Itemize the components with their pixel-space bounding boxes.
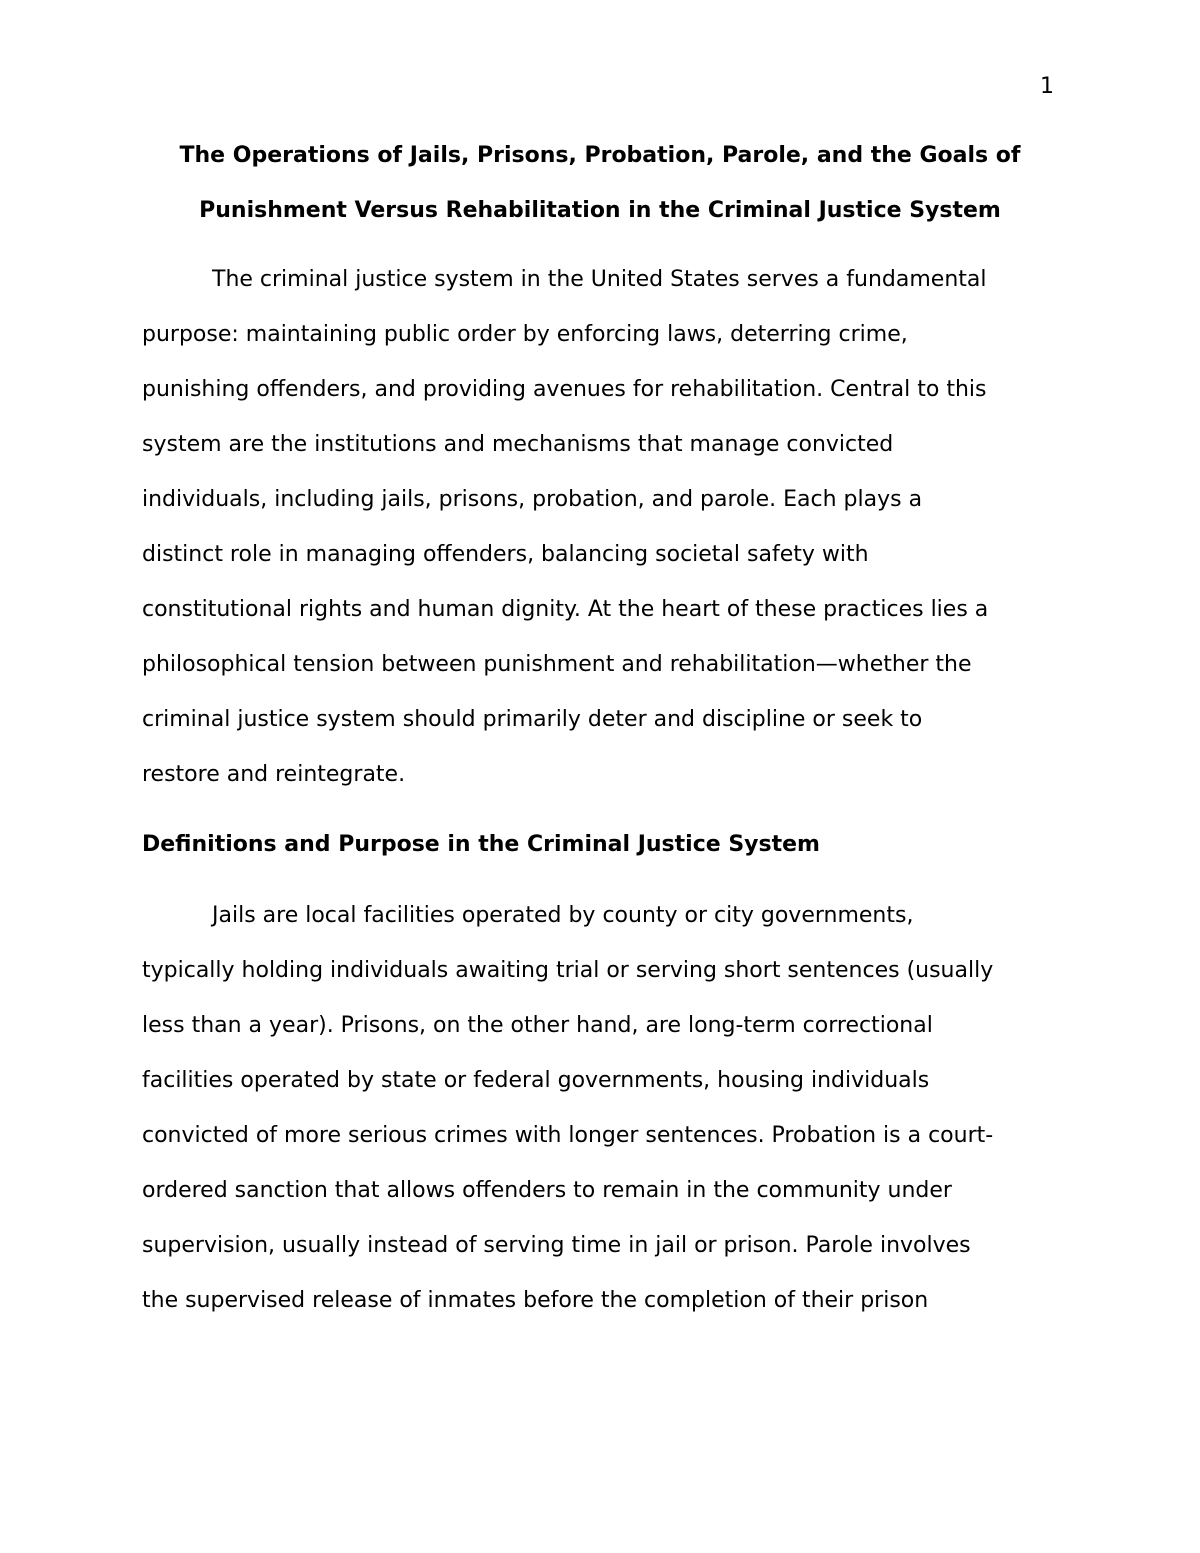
paragraph-line: restore and reintegrate.	[142, 762, 406, 787]
definitions-paragraph	[142, 888, 1072, 1328]
paragraph-line: criminal justice system should primarily deter and discipline or seek to	[142, 707, 923, 732]
paragraph-line: supervision, usually instead of serving time in jail or prison. Parole involves	[142, 1233, 971, 1258]
document-title	[140, 128, 1060, 238]
paragraph-line: philosophical tension between punishment and rehabilitation—whether the	[142, 652, 972, 677]
paragraph-line: less than a year). Prisons, on the other hand, are long-term correctional	[142, 1013, 933, 1038]
page-number: 1	[1040, 74, 1054, 99]
paragraph-line: purpose: maintaining public order by enforcing laws, deterring crime,	[142, 322, 908, 347]
paragraph-line: punishing offenders, and providing avenues for rehabilitation. Central to this	[142, 377, 987, 402]
paragraph-line: The criminal justice system in the United States serves a fundamental	[212, 267, 987, 292]
paragraph-line: system are the institutions and mechanisms that manage convicted	[142, 432, 894, 457]
paragraph-line: convicted of more serious crimes with longer sentences. Probation is a court-	[142, 1123, 994, 1148]
section-heading: Definitions and Purpose in the Criminal Justice System	[142, 832, 820, 857]
paragraph-line: distinct role in managing offenders, balancing societal safety with	[142, 542, 869, 567]
paragraph-line: Jails are local facilities operated by county or city governments,	[212, 903, 914, 928]
paragraph-line: the supervised release of inmates before the completion of their prison	[142, 1288, 929, 1313]
title-line-1: The Operations of Jails, Prisons, Probation, Parole, and the Goals of	[179, 143, 1021, 168]
paragraph-line: individuals, including jails, prisons, probation, and parole. Each plays a	[142, 487, 923, 512]
paragraph-line: typically holding individuals awaiting trial or serving short sentences (usually	[142, 958, 994, 983]
paragraph-line: ordered sanction that allows offenders to remain in the community under	[142, 1178, 952, 1203]
title-line-2: Punishment Versus Rehabilitation in the Criminal Justice System	[199, 198, 1001, 223]
paragraph-line: constitutional rights and human dignity. At the heart of these practices lies a	[142, 597, 989, 622]
intro-paragraph	[142, 252, 1072, 802]
paragraph-line: facilities operated by state or federal governments, housing individuals	[142, 1068, 930, 1093]
